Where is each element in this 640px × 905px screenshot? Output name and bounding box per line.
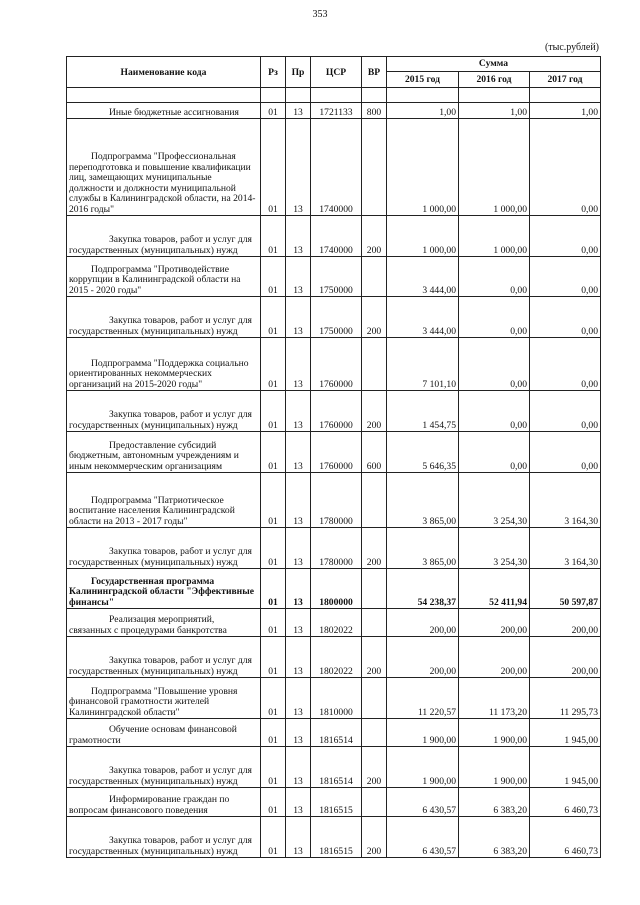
row-csr: 1750000 [311, 257, 362, 297]
row-pr: 13 [286, 103, 311, 119]
row-vr: 200 [362, 391, 387, 432]
header-2015: 2015 год [387, 71, 459, 87]
row-csr: 1740000 [311, 119, 362, 216]
row-value-2016: 3 254,30 [459, 473, 530, 528]
row-csr: 1780000 [311, 528, 362, 569]
row-pr: 13 [286, 609, 311, 637]
header-2016: 2016 год [459, 71, 530, 87]
row-vr [362, 338, 387, 391]
header-csr: ЦСР [311, 57, 362, 88]
row-value-2017: 1 945,00 [530, 747, 601, 788]
row-name: Подпрограмма "Повышение уровня финансовой грамотности жителей Калининградской области" [67, 678, 261, 719]
row-csr: 1800000 [311, 569, 362, 609]
row-value-2015: 6 430,57 [387, 817, 459, 858]
row-pr: 13 [286, 719, 311, 747]
row-value-2016: 52 411,94 [459, 569, 530, 609]
header-2017: 2017 год [530, 71, 601, 87]
table-row [67, 528, 601, 569]
row-rz: 01 [261, 609, 286, 637]
row-vr [362, 678, 387, 719]
row-rz: 01 [261, 216, 286, 257]
table-body [67, 88, 601, 858]
row-vr: 200 [362, 747, 387, 788]
row-value-2016: 1,00 [459, 103, 530, 119]
row-name: Закупка товаров, работ и услуг для государственных (муниципальных) нужд [67, 747, 261, 788]
row-pr: 13 [286, 119, 311, 216]
row-pr: 13 [286, 297, 311, 338]
row-csr: 1810000 [311, 678, 362, 719]
table-row [67, 747, 601, 788]
row-name: Государственная программа Калининградской области "Эффективные финансы" [67, 569, 261, 609]
row-pr: 13 [286, 817, 311, 858]
row-csr: 1802022 [311, 637, 362, 678]
table-row [67, 432, 601, 473]
table-row [67, 473, 601, 528]
row-name: Обучение основам финансовой грамотности [67, 719, 261, 747]
row-vr [362, 473, 387, 528]
row-name: Закупка товаров, работ и услуг для государственных (муниципальных) нужд [67, 216, 261, 257]
row-value-2016: 200,00 [459, 637, 530, 678]
page-number: 353 [312, 9, 328, 20]
table-row [67, 257, 601, 297]
table-row [67, 119, 601, 216]
table-row [67, 719, 601, 747]
row-value-2015: 1 900,00 [387, 747, 459, 788]
row-vr [362, 257, 387, 297]
row-name: Закупка товаров, работ и услуг для государственных (муниципальных) нужд [67, 817, 261, 858]
row-rz: 01 [261, 569, 286, 609]
table-row [67, 637, 601, 678]
row-value-2015: 6 430,57 [387, 788, 459, 817]
header-name: Наименование кода [67, 57, 261, 88]
table-row [67, 678, 601, 719]
row-value-2015: 200,00 [387, 609, 459, 637]
row-pr: 13 [286, 473, 311, 528]
row-value-2017: 0,00 [530, 391, 601, 432]
row-rz: 01 [261, 432, 286, 473]
row-rz: 01 [261, 788, 286, 817]
row-pr: 13 [286, 432, 311, 473]
row-value-2017: 50 597,87 [530, 569, 601, 609]
row-value-2015: 200,00 [387, 637, 459, 678]
row-pr: 13 [286, 391, 311, 432]
table-row [67, 216, 601, 257]
row-value-2017: 0,00 [530, 432, 601, 473]
row-csr: 1816514 [311, 719, 362, 747]
table-row [67, 569, 601, 609]
row-vr [362, 609, 387, 637]
row-pr: 13 [286, 338, 311, 391]
row-value-2017: 3 164,30 [530, 528, 601, 569]
row-vr: 600 [362, 432, 387, 473]
table-header [67, 57, 601, 88]
row-csr: 1721133 [311, 103, 362, 119]
row-value-2017: 0,00 [530, 297, 601, 338]
row-rz: 01 [261, 119, 286, 216]
row-csr: 1780000 [311, 473, 362, 528]
row-csr: 1802022 [311, 609, 362, 637]
row-value-2015: 1 000,00 [387, 119, 459, 216]
row-value-2015: 3 865,00 [387, 528, 459, 569]
row-name: Подпрограмма "Противодействие коррупции в Калининградской области на 2015 - 2020 годы" [67, 257, 261, 297]
row-rz: 01 [261, 637, 286, 678]
row-name: Подпрограмма "Поддержка социально ориентированных некоммерческих организаций на 2015-2020 годы" [67, 338, 261, 391]
row-value-2016: 0,00 [459, 432, 530, 473]
row-value-2017: 6 460,73 [530, 788, 601, 817]
row-name: Закупка товаров, работ и услуг для государственных (муниципальных) нужд [67, 297, 261, 338]
row-value-2017: 3 164,30 [530, 473, 601, 528]
row-value-2015: 3 865,00 [387, 473, 459, 528]
row-vr [362, 119, 387, 216]
row-pr: 13 [286, 678, 311, 719]
row-name: Закупка товаров, работ и услуг для государственных (муниципальных) нужд [67, 391, 261, 432]
row-csr: 1750000 [311, 297, 362, 338]
table-row [67, 817, 601, 858]
row-vr [362, 788, 387, 817]
row-csr: 1816515 [311, 788, 362, 817]
row-value-2015: 54 238,37 [387, 569, 459, 609]
row-value-2016: 0,00 [459, 338, 530, 391]
row-value-2015: 7 101,10 [387, 338, 459, 391]
row-value-2016: 1 000,00 [459, 119, 530, 216]
row-value-2015: 1,00 [387, 103, 459, 119]
row-vr: 200 [362, 216, 387, 257]
row-value-2016: 6 383,20 [459, 788, 530, 817]
row-value-2016: 0,00 [459, 257, 530, 297]
row-value-2016: 1 900,00 [459, 747, 530, 788]
row-pr: 13 [286, 569, 311, 609]
table-row [67, 297, 601, 338]
row-pr: 13 [286, 216, 311, 257]
row-pr: 13 [286, 257, 311, 297]
row-pr: 13 [286, 788, 311, 817]
row-csr: 1760000 [311, 338, 362, 391]
row-rz: 01 [261, 257, 286, 297]
row-value-2016: 11 173,20 [459, 678, 530, 719]
row-value-2017: 6 460,73 [530, 817, 601, 858]
row-value-2017: 200,00 [530, 609, 601, 637]
row-value-2017: 11 295,73 [530, 678, 601, 719]
row-name: Информирование граждан по вопросам финансового поведения [67, 788, 261, 817]
row-csr: 1760000 [311, 391, 362, 432]
row-vr [362, 719, 387, 747]
table-row [67, 103, 601, 119]
row-value-2015: 3 444,00 [387, 297, 459, 338]
row-value-2017: 0,00 [530, 257, 601, 297]
row-value-2017: 1,00 [530, 103, 601, 119]
budget-table [66, 56, 601, 858]
row-value-2016: 0,00 [459, 297, 530, 338]
row-rz: 01 [261, 103, 286, 119]
row-name: Иные бюджетные ассигнования [67, 103, 261, 119]
row-vr: 800 [362, 103, 387, 119]
row-value-2016: 3 254,30 [459, 528, 530, 569]
header-vr: ВР [362, 57, 387, 88]
row-value-2015: 1 000,00 [387, 216, 459, 257]
row-rz: 01 [261, 719, 286, 747]
row-value-2015: 1 900,00 [387, 719, 459, 747]
row-vr: 200 [362, 817, 387, 858]
row-value-2016: 6 383,20 [459, 817, 530, 858]
row-vr: 200 [362, 297, 387, 338]
row-pr: 13 [286, 528, 311, 569]
row-rz: 01 [261, 678, 286, 719]
row-value-2017: 200,00 [530, 637, 601, 678]
row-rz: 01 [261, 297, 286, 338]
row-name: Подпрограмма "Профессиональная переподготовка и повышение квалификации лиц, замещающих муниципальные должности и должности муниципальной службы в Калининградской области, на 2014-2016 годы" [67, 119, 261, 216]
row-rz: 01 [261, 817, 286, 858]
row-value-2016: 0,00 [459, 391, 530, 432]
header-rz: Рз [261, 57, 286, 88]
row-value-2015: 3 444,00 [387, 257, 459, 297]
row-csr: 1740000 [311, 216, 362, 257]
row-csr: 1816514 [311, 747, 362, 788]
header-sum: Сумма [387, 57, 601, 72]
row-name: Реализация мероприятий, связанных с процедурами банкротства [67, 609, 261, 637]
table-row [67, 391, 601, 432]
row-vr: 200 [362, 637, 387, 678]
table-row [67, 788, 601, 817]
row-value-2016: 200,00 [459, 609, 530, 637]
row-csr: 1816515 [311, 817, 362, 858]
row-rz: 01 [261, 338, 286, 391]
row-value-2017: 0,00 [530, 216, 601, 257]
row-vr: 200 [362, 528, 387, 569]
row-rz: 01 [261, 528, 286, 569]
units-label: (тыс.рублей) [544, 42, 599, 53]
row-rz: 01 [261, 391, 286, 432]
row-value-2016: 1 000,00 [459, 216, 530, 257]
row-name: Закупка товаров, работ и услуг для государственных (муниципальных) нужд [67, 637, 261, 678]
table-row [67, 609, 601, 637]
row-csr: 1760000 [311, 432, 362, 473]
row-rz: 01 [261, 473, 286, 528]
table-row [67, 338, 601, 391]
row-name: Подпрограмма "Патриотическое воспитание населения Калининградской области на 2013 - 2017 годы" [67, 473, 261, 528]
row-pr: 13 [286, 637, 311, 678]
header-pr: Пр [286, 57, 311, 88]
row-value-2015: 1 454,75 [387, 391, 459, 432]
row-name: Закупка товаров, работ и услуг для государственных (муниципальных) нужд [67, 528, 261, 569]
row-pr: 13 [286, 747, 311, 788]
row-value-2017: 1 945,00 [530, 719, 601, 747]
row-value-2015: 11 220,57 [387, 678, 459, 719]
row-name: Предоставление субсидий бюджетным, автономным учреждениям и иным некоммерческим организациям [67, 432, 261, 473]
row-value-2017: 0,00 [530, 338, 601, 391]
row-vr [362, 569, 387, 609]
row-value-2015: 5 646,35 [387, 432, 459, 473]
spacer-row [67, 88, 601, 103]
row-rz: 01 [261, 747, 286, 788]
row-value-2016: 1 900,00 [459, 719, 530, 747]
row-value-2017: 0,00 [530, 119, 601, 216]
